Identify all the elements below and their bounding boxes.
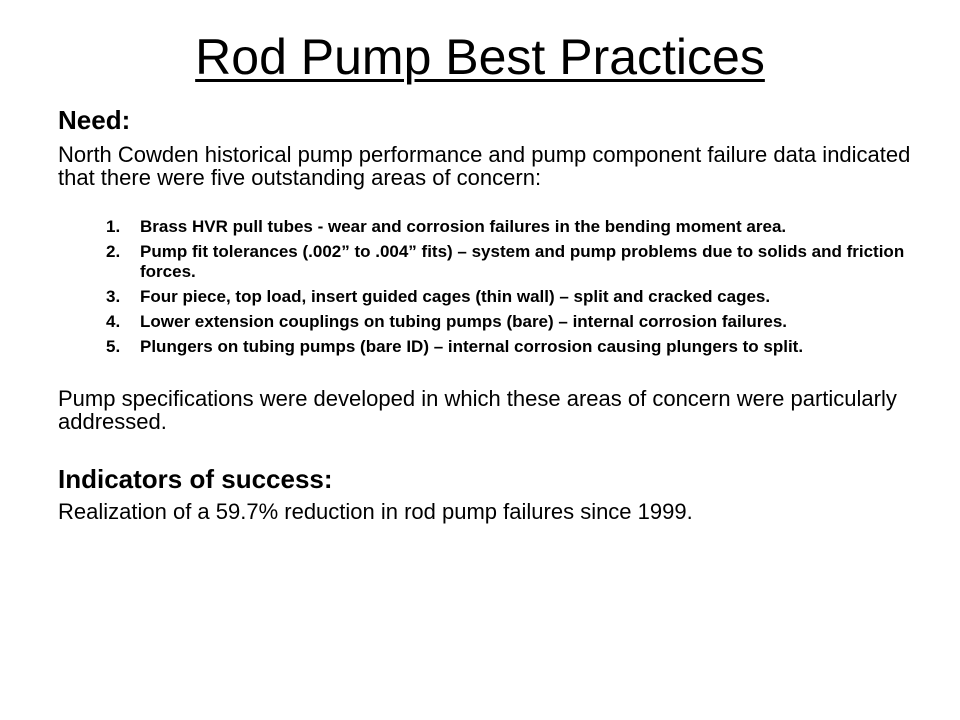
list-item-number: 1. xyxy=(106,217,121,236)
success-heading: Indicators of success: xyxy=(58,464,333,494)
list-item-text: Pump fit tolerances (.002” to .004” fits) – system and pump problems due to solids and friction forces. xyxy=(140,242,905,281)
list-item-text: Brass HVR pull tubes - wear and corrosion failures in the bending moment area. xyxy=(140,217,787,236)
list-item xyxy=(106,337,926,357)
list-item-text: Lower extension couplings on tubing pumps (bare) – internal corrosion failures. xyxy=(140,312,788,331)
success-text: Realization of a 59.7% reduction in rod pump failures since 1999. xyxy=(58,499,693,524)
list-item xyxy=(106,287,926,307)
list-item xyxy=(106,312,926,332)
list-item-number: 2. xyxy=(106,242,121,261)
list-item-text: Plungers on tubing pumps (bare ID) – internal corrosion causing plungers to split. xyxy=(140,337,804,356)
need-heading: Need: xyxy=(58,105,131,135)
list-item-number: 4. xyxy=(106,312,121,331)
list-item-text: Four piece, top load, insert guided cages (thin wall) – split and cracked cages. xyxy=(140,287,771,306)
slide-title: Rod Pump Best Practices xyxy=(195,29,765,85)
concerns-list xyxy=(106,217,926,357)
list-item-number: 3. xyxy=(106,287,121,306)
specs-text: Pump specifications were developed in which these areas of concern were particularly addressed. xyxy=(58,386,897,434)
list-item xyxy=(106,217,926,237)
need-text: North Cowden historical pump performance and pump component failure data indicated that there were five outstanding areas of concern: xyxy=(58,142,911,190)
slide-content xyxy=(58,104,928,523)
list-item xyxy=(106,242,926,282)
list-item-number: 5. xyxy=(106,337,121,356)
